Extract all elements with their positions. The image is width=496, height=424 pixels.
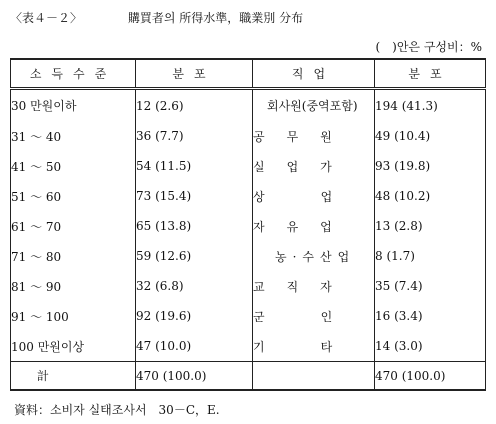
occupation-distribution-cell: 35 (7.4): [375, 271, 486, 301]
occupation-distribution-cell: 194 (41.3): [375, 89, 486, 122]
distribution-table: [10, 58, 486, 391]
occupation-distribution-cell: 16 (3.4): [375, 301, 486, 331]
income-level-cell: 100 만원이상: [11, 331, 136, 362]
occupation-cell: 기 타: [253, 331, 375, 362]
income-distribution-cell: 73 (15.4): [136, 181, 253, 211]
header-income-level: 소득수준: [11, 59, 136, 89]
table-header-row: [11, 59, 486, 89]
income-level-cell: 41 ～ 50: [11, 151, 136, 181]
income-level-cell: 31 ～ 40: [11, 121, 136, 151]
occupation-cell: 공무원: [253, 121, 375, 151]
table-title: 購買者의 所得水準，職業別 分布: [127, 11, 304, 25]
table-row: [11, 241, 486, 271]
table-caption: [10, 9, 303, 26]
table-number: 〈表４－２〉: [10, 11, 83, 25]
income-level-cell: 30 만원이하: [11, 89, 136, 122]
income-level-cell: 81 ～ 90: [11, 271, 136, 301]
total-row: [11, 362, 486, 391]
income-distribution-cell: 54 (11.5): [136, 151, 253, 181]
occupation-cell: 자유업: [253, 211, 375, 241]
source-note: 資料：소비자 실태조사서 30－C，E.: [14, 403, 220, 417]
total-occupation-blank: [253, 362, 375, 391]
table-row: [11, 181, 486, 211]
total-occupation-distribution: 470 (100.0): [375, 362, 486, 391]
table-row: [11, 211, 486, 241]
table-row: [11, 151, 486, 181]
occupation-distribution-cell: 8 (1.7): [375, 241, 486, 271]
table-row: [11, 121, 486, 151]
table-row: [11, 301, 486, 331]
occupation-distribution-cell: 14 (3.0): [375, 331, 486, 362]
occupation-distribution-cell: 13 (2.8): [375, 211, 486, 241]
occupation-cell: 교직자: [253, 271, 375, 301]
income-distribution-cell: 36 (7.7): [136, 121, 253, 151]
income-distribution-cell: 32 (6.8): [136, 271, 253, 301]
occupation-cell: 상 업: [253, 181, 375, 211]
income-distribution-cell: 47 (10.0): [136, 331, 253, 362]
income-level-cell: 71 ～ 80: [11, 241, 136, 271]
table-row: [11, 271, 486, 301]
income-distribution-cell: 65 (13.8): [136, 211, 253, 241]
occupation-cell: 군 인: [253, 301, 375, 331]
income-level-cell: 61 ～ 70: [11, 211, 136, 241]
income-level-cell: 91 ～ 100: [11, 301, 136, 331]
occupation-cell: 농·수산업: [253, 241, 375, 271]
header-occupation: 직업: [253, 59, 375, 89]
income-level-cell: 51 ～ 60: [11, 181, 136, 211]
table-row: [11, 89, 486, 122]
total-income-distribution: 470 (100.0): [136, 362, 253, 391]
occupation-distribution-cell: 48 (10.2): [375, 181, 486, 211]
occupation-cell: 회사원(중역포함): [253, 89, 375, 122]
income-distribution-cell: 59 (12.6): [136, 241, 253, 271]
header-occupation-distribution: 분포: [375, 59, 486, 89]
unit-note: ( )안은 구성비：%: [375, 40, 482, 54]
header-income-distribution: 분포: [136, 59, 253, 89]
table-row: [11, 331, 486, 362]
occupation-distribution-cell: 49 (10.4): [375, 121, 486, 151]
income-distribution-cell: 92 (19.6): [136, 301, 253, 331]
total-label: 計: [11, 362, 136, 391]
occupation-cell: 실업가: [253, 151, 375, 181]
occupation-distribution-cell: 93 (19.8): [375, 151, 486, 181]
income-distribution-cell: 12 (2.6): [136, 89, 253, 122]
